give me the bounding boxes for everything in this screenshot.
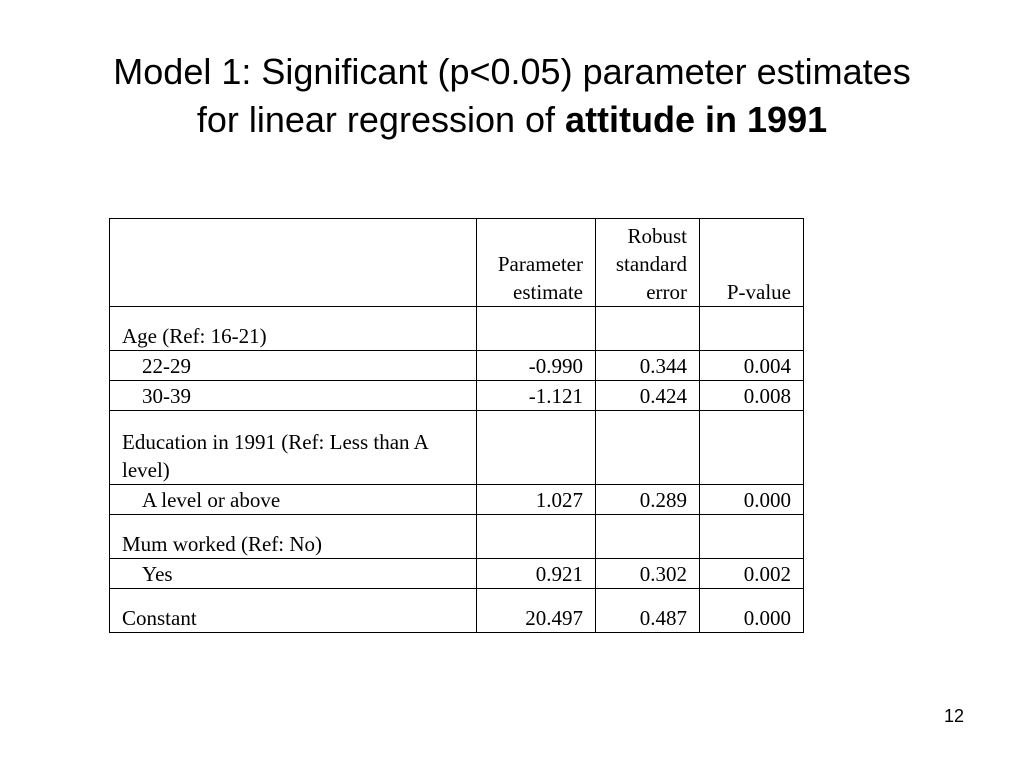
row-label: A level or above [110, 485, 477, 515]
row-p-value [700, 307, 804, 351]
table-row [110, 351, 804, 381]
table-row [110, 515, 804, 559]
row-estimate: 1.027 [477, 485, 596, 515]
row-label: Education in 1991 (Ref: Less than A level) [110, 411, 477, 485]
table-header-row [110, 219, 804, 307]
row-label: Constant [110, 589, 477, 633]
row-standard-error: 0.289 [596, 485, 700, 515]
row-standard-error [596, 515, 700, 559]
row-p-value: 0.000 [700, 589, 804, 633]
row-standard-error: 0.487 [596, 589, 700, 633]
page-number: 12 [943, 706, 964, 726]
table-row [110, 307, 804, 351]
row-estimate: 0.921 [477, 559, 596, 589]
header-cell-parameter-estimate [477, 219, 596, 307]
row-label: Yes [110, 559, 477, 589]
row-p-value [700, 515, 804, 559]
row-standard-error: 0.302 [596, 559, 700, 589]
row-label: Age (Ref: 16-21) [110, 307, 477, 351]
header-se-line-2: standard [615, 252, 687, 276]
regression-table [109, 218, 804, 633]
header-cell-robust-standard-error [596, 219, 700, 307]
slide-title [0, 48, 1024, 144]
header-cell-label [110, 219, 477, 307]
row-estimate [477, 307, 596, 351]
header-cell-p-value: P-value [700, 219, 804, 307]
row-estimate: 20.497 [477, 589, 596, 633]
row-p-value: 0.004 [700, 351, 804, 381]
table-row [110, 589, 804, 633]
row-label: 22-29 [110, 351, 477, 381]
row-label: Mum worked (Ref: No) [110, 515, 477, 559]
row-p-value: 0.002 [700, 559, 804, 589]
header-estimate-line-2: estimate [513, 280, 583, 304]
row-estimate [477, 515, 596, 559]
header-estimate-line-1: Parameter [497, 252, 583, 276]
header-se-line-1: Robust [627, 224, 687, 248]
header-se-line-3: error [646, 280, 687, 304]
row-standard-error: 0.424 [596, 381, 700, 411]
slide-title-line-1: Model 1: Significant (p<0.05) parameter estimates [113, 51, 911, 92]
row-standard-error [596, 307, 700, 351]
row-label: 30-39 [110, 381, 477, 411]
slide-title-line-2-plain: for linear regression of [196, 99, 566, 140]
table-row [110, 381, 804, 411]
table-row [110, 485, 804, 515]
slide-title-line-2-bold: attitude in 1991 [565, 99, 828, 140]
row-estimate: -1.121 [477, 381, 596, 411]
row-p-value: 0.000 [700, 485, 804, 515]
slide-title-line-2 [0, 96, 1024, 144]
row-estimate: -0.990 [477, 351, 596, 381]
table-row [110, 559, 804, 589]
table-row [110, 411, 804, 485]
row-estimate [477, 411, 596, 485]
row-p-value: 0.008 [700, 381, 804, 411]
row-standard-error: 0.344 [596, 351, 700, 381]
row-p-value [700, 411, 804, 485]
row-standard-error [596, 411, 700, 485]
